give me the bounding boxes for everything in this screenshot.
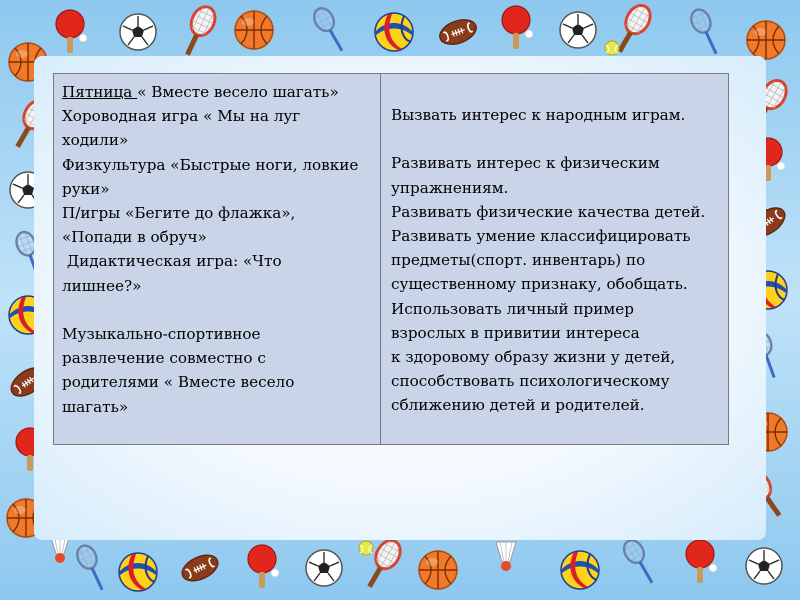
soccer-ball-icon (120, 14, 156, 50)
goal-line: способствовать психологическому (391, 372, 670, 391)
basketball-icon (419, 551, 457, 589)
goal-line: существенному признаку, обобщать. (391, 275, 688, 294)
day-label: Пятница (62, 83, 138, 101)
activity-line: Физкультура «Быстрые ноги, ловкие (62, 155, 359, 174)
soccer-ball-icon (306, 550, 342, 586)
soccer-ball-icon (560, 12, 596, 48)
ping-pong-paddle-icon (686, 540, 717, 583)
goal-line: Использовать личный пример (391, 299, 634, 318)
activity-line (62, 298, 372, 322)
volleyball-icon (375, 13, 413, 51)
spacer (391, 80, 720, 103)
ping-pong-paddle-icon (502, 6, 533, 49)
tennis-racket-icon (177, 3, 219, 59)
soccer-ball-icon (746, 548, 782, 584)
american-football-icon (178, 550, 222, 586)
goal-line: Вызвать интерес к народным играм. (391, 106, 686, 124)
goal-line: Развивать умение классифицировать (391, 227, 691, 245)
basketball-icon (235, 11, 273, 49)
activity-line: «Попади в обруч» (62, 228, 207, 247)
badminton-racket-icon (74, 542, 111, 593)
activity-line: Хороводная игра « Мы на луг (62, 107, 301, 126)
basketball-icon (747, 21, 785, 59)
ping-pong-paddle-icon (248, 545, 279, 588)
goal-line: к здоровому образу жизни у детей, (391, 348, 676, 367)
goal-line: предметы(спорт. инвентарь) по (391, 251, 646, 270)
badminton-racket-icon (310, 5, 350, 56)
american-football-icon (436, 15, 479, 49)
activity-line: лишнее?» (62, 276, 142, 295)
badminton-racket-icon (688, 6, 725, 57)
shuttlecock-icon (496, 542, 516, 571)
badminton-racket-icon (620, 537, 660, 588)
ping-pong-paddle-icon (56, 10, 87, 53)
goals-cell (381, 74, 728, 444)
activity-line: шагать» (62, 397, 129, 416)
goal-line: Развивать физические качества детей. (391, 202, 706, 221)
activity-line: родителями « Вместе весело (62, 373, 295, 392)
goal-line: Развивать интерес к физическим (391, 154, 660, 173)
activities-cell (54, 74, 381, 444)
goal-line: взрослых в привитии интереса (391, 323, 640, 342)
activity-line: Дидактическая игра: «Что (62, 252, 282, 271)
goal-line: упражнениям. (391, 178, 509, 197)
activity-line: развлечение совместно с (62, 349, 266, 368)
volleyball-icon (119, 553, 157, 591)
plan-table (53, 73, 729, 445)
activity-line: Музыкально-спортивное (62, 325, 261, 344)
activity-line: П/игры «Бегите до флажка», (62, 204, 296, 223)
activity-line: руки» (62, 179, 110, 198)
goal-line (391, 127, 720, 151)
volleyball-icon (561, 551, 599, 589)
activity-title (62, 80, 372, 104)
activity-line: ходили» (62, 131, 129, 150)
tennis-ball-icon (605, 41, 619, 55)
event-title: « Вместе весело шагать» (137, 83, 339, 101)
goal-line: сближению детей и родителей. (391, 396, 645, 415)
tennis-ball-icon (359, 541, 373, 555)
